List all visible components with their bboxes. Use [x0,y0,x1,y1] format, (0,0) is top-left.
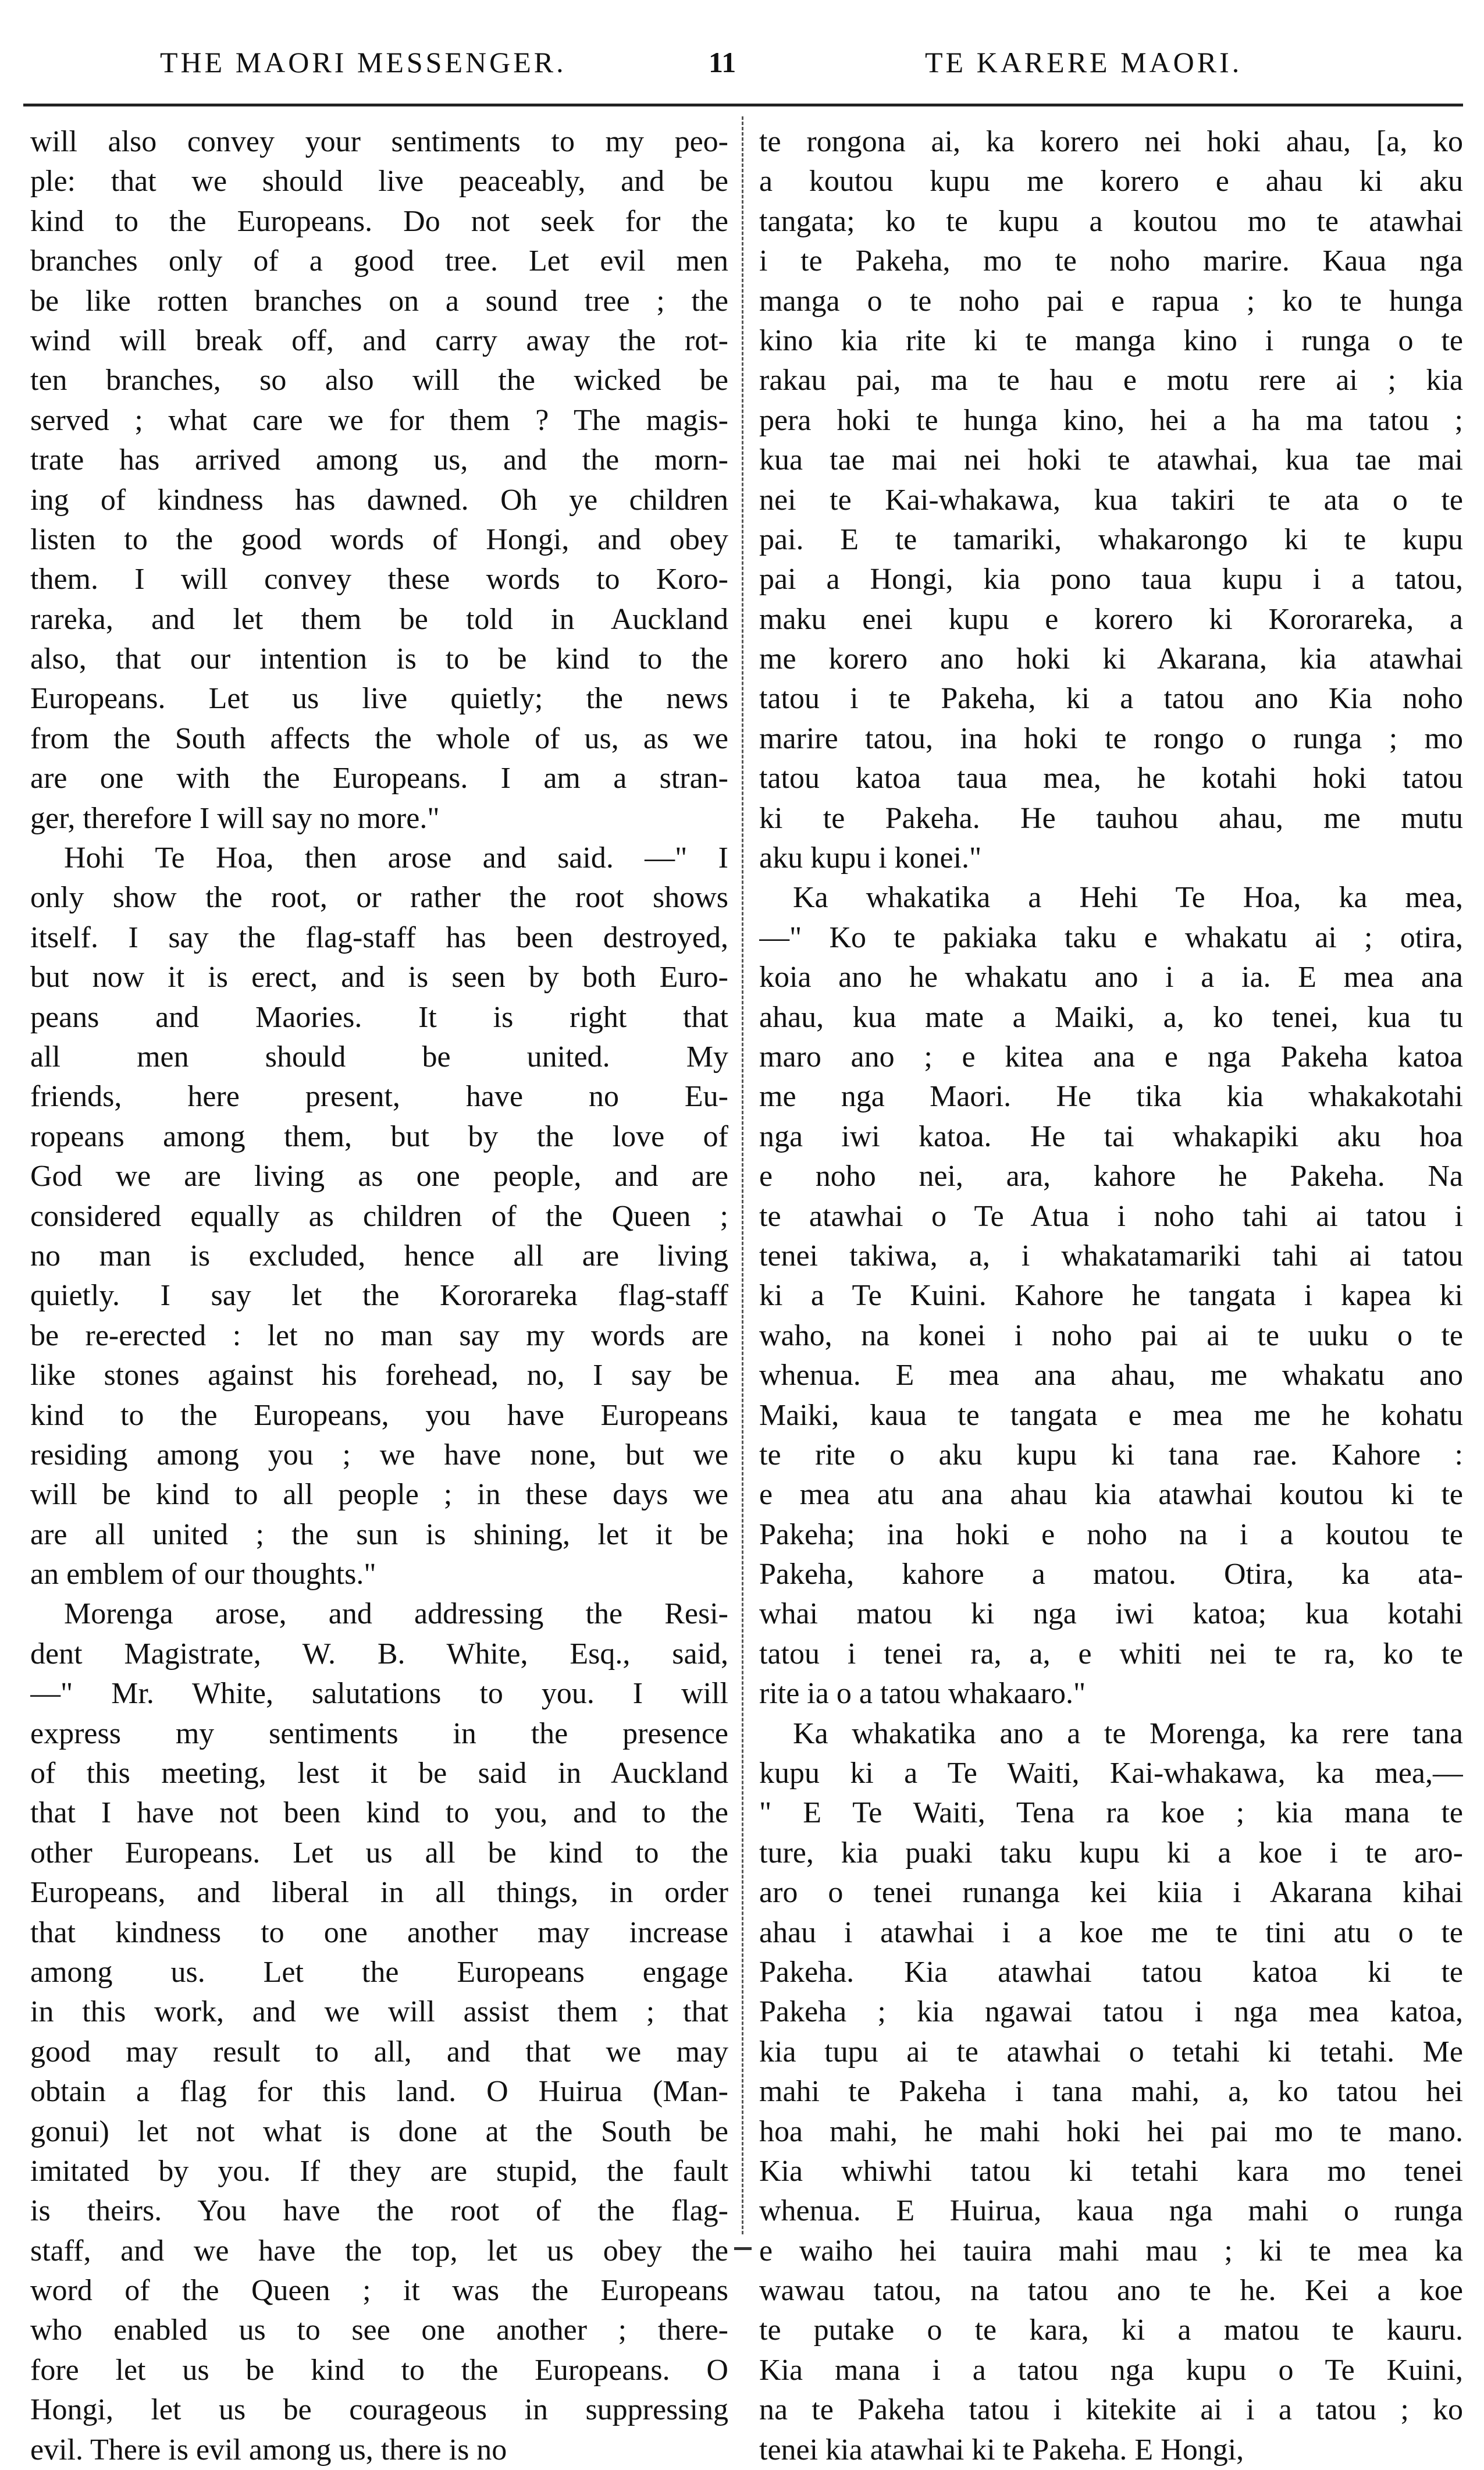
maori-line: rakau pai, ma te hau e motu rere ai ; kia [759,364,1463,397]
maori-line: ki a Te Kuini. Kahore he tangata i kapea ki [759,1279,1463,1313]
english-line: itself. I say the flag-staff has been destroyed, [30,921,728,954]
maori-line: hoa mahi, he mahi hoki hei pai mo te mano. [759,2114,1463,2148]
english-line: Morenga arose, and addressing the Resi- [64,1597,728,1631]
english-line: will be kind to all people ; in these days we [30,1478,728,1512]
maori-line: ahau i atawhai i a koe me te tini atu o te [759,1915,1463,1949]
english-line: Europeans. Let us live quietly; the news [30,682,728,716]
english-line: express my sentiments in the presence [30,1716,728,1750]
maori-line: Pakeha, kahore a matou. Otira, ka ata- [759,1558,1463,1591]
maori-line: kia tupu ai te atawhai o tetahi ki tetahi. Me [759,2035,1463,2069]
maori-line: Pakeha. Kia atawhai tatou katoa ki te [759,1955,1463,1989]
maori-line: ahau, kua mate a Maiki, a, ko tenei, kua tu [759,1000,1463,1034]
english-line: will also convey your sentiments to my peo- [30,125,728,158]
running-title-maori: TE KARERE MAORI. [925,46,1243,79]
maori-line: me nga Maori. He tika kia whakakotahi [759,1080,1463,1114]
english-line: imitated by you. If they are stupid, the fault [30,2154,728,2188]
english-line: in this work, and we will assist them ; that [30,1995,728,2029]
maori-line: e mea atu ana ahau kia atawhai koutou ki te [759,1478,1463,1512]
header-rule [23,104,1463,106]
english-line: from the South affects the whole of us, as we [30,722,728,755]
maori-line: e noho nei, ara, kahore he Pakeha. Na [759,1160,1463,1193]
maori-line: e waiho hei tauira mahi mau ; ki te mea ka [759,2234,1463,2268]
english-line: kind to the Europeans, you have Europeans [30,1398,728,1432]
maori-line: " E Te Waiti, Tena ra koe ; kia mana te [759,1796,1463,1830]
english-line: listen to the good words of Hongi, and obey [30,523,728,556]
maori-line: tenei kia atawhai ki te Pakeha. E Hongi, [759,2433,1244,2467]
maori-line: pera hoki te hunga kino, hei a ha ma tatou ; [759,403,1463,437]
english-line: is theirs. You have the root of the flag- [30,2194,728,2228]
english-line: ten branches, so also will the wicked be [30,364,728,397]
english-line: that I have not been kind to you, and to the [30,1796,728,1830]
maori-line: kino kia rite ki te manga kino i runga o te [759,324,1463,357]
english-line: trate has arrived among us, and the morn- [30,443,728,477]
maori-line: Pakeha; ina hoki e noho na i a koutou te [759,1517,1463,1551]
english-line: them. I will convey these words to Koro- [30,563,728,596]
english-line: ple: that we should live peaceably, and be [30,165,728,198]
english-line: that kindness to one another may increase [30,1915,728,1949]
english-line: served ; what care we for them ? The magis- [30,403,728,437]
english-line: are all united ; the sun is shining, let it be [30,1517,728,1551]
maori-line: me korero ano hoki ki Akarana, kia atawhai [759,642,1463,676]
english-line: residing among you ; we have none, but we [30,1438,728,1472]
english-line: evil. There is evil among us, there is no [30,2433,507,2467]
maori-column [759,122,1463,2470]
maori-line: maku enei kupu e korero ki Kororareka, a [759,602,1463,636]
maori-line: i te Pakeha, mo te noho marire. Kaua nga [759,244,1463,278]
maori-line: pai a Hongi, kia pono taua kupu i a tatou, [759,563,1463,596]
english-line: who enabled us to see one another ; there- [30,2313,728,2347]
english-line: but now it is erect, and is seen by both Euro- [30,961,728,994]
maori-line: wawau tatou, na tatou ano te he. Kei a koe [759,2274,1463,2308]
english-line: friends, here present, have no Eu- [30,1080,728,1114]
english-line: peans and Maories. It is right that [30,1000,728,1034]
english-line: ing of kindness has dawned. Oh ye children [30,483,728,517]
maori-line: te putake o te kara, ki a matou te kauru. [759,2313,1463,2347]
english-line: fore let us be kind to the Europeans. O [30,2353,728,2387]
english-line: also, that our intention is to be kind to the [30,642,728,676]
maori-line: manga o te noho pai e rapua ; ko te hunga [759,284,1463,318]
maori-line: te atawhai o Te Atua i noho tahi ai tatou i [759,1199,1463,1233]
maori-line: Ka whakatika a Hehi Te Hoa, ka mea, [793,881,1463,915]
maori-line: pai. E te tamariki, whakarongo ki te kupu [759,523,1463,556]
english-line: Hohi Te Hoa, then arose and said. —" I [64,841,728,875]
maori-line: tatou i tenei ra, a, e whiti nei te ra, ko te [759,1637,1463,1671]
english-line: are one with the Europeans. I am a stran- [30,762,728,795]
english-line: all men should be united. My [30,1040,728,1074]
maori-line: maro ano ; e kitea ana e nga Pakeha katoa [759,1040,1463,1074]
maori-line: Ka whakatika ano a te Morenga, ka rere tana [793,1716,1463,1750]
maori-line: aku kupu i konei." [759,841,982,875]
maori-line: whenua. E mea ana ahau, me whakatu ano [759,1359,1463,1392]
maori-line: tatou i te Pakeha, ki a tatou ano Kia noho [759,682,1463,716]
maori-line: aro o tenei runanga kei kiia i Akarana kihai [759,1876,1463,1910]
maori-line: te rite o aku kupu ki tana rae. Kahore : [759,1438,1463,1472]
maori-line: mahi te Pakeha i tana mahi, a, ko tatou hei [759,2075,1463,2109]
english-line: quietly. I say let the Kororareka flag-staff [30,1279,728,1313]
english-line: kind to the Europeans. Do not seek for the [30,204,728,238]
page-header [0,45,1484,98]
english-line: of this meeting, lest it be said in Auckland [30,1757,728,1790]
maori-line: whenua. E Huirua, kaua nga mahi o runga [759,2194,1463,2228]
maori-line: rite ia o a tatou whakaaro." [759,1677,1086,1711]
english-line: be re-erected : let no man say my words are [30,1318,728,1352]
maori-line: nga iwi katoa. He tai whakapiki aku hoa [759,1120,1463,1153]
english-line: ropeans among them, but by the love of [30,1120,728,1153]
maori-line: tangata; ko te kupu a koutou mo te atawhai [759,204,1463,238]
english-line: —" Mr. White, salutations to you. I will [30,1677,728,1711]
maori-line: nei te Kai-whakawa, kua takiri te ata o te [759,483,1463,517]
maori-line: Pakeha ; kia ngawai tatou i nga mea katoa, [759,1995,1463,2029]
english-line: be like rotten branches on a sound tree ; the [30,284,728,318]
english-column [30,122,728,2470]
maori-line: na te Pakeha tatou i kitekite ai i a tatou ; ko [759,2393,1463,2427]
english-line: rareka, and let them be told in Auckland [30,602,728,636]
english-line: gonui) let not what is done at the South be [30,2114,728,2148]
maori-line: whai matou ki nga iwi katoa; kua kotahi [759,1597,1463,1631]
maori-line: —" Ko te pakiaka taku e whakatu ai ; otira, [759,921,1463,954]
maori-line: marire tatou, ina hoki te rongo o runga ; mo [759,722,1463,755]
running-title-english: THE MAORI MESSENGER. [160,46,567,79]
maori-line: tenei takiwa, a, i whakatamariki tahi ai tatou [759,1239,1463,1273]
english-line: an emblem of our thoughts." [30,1558,376,1591]
english-line: word of the Queen ; it was the Europeans [30,2274,728,2308]
english-line: like stones against his forehead, no, I say be [30,1359,728,1392]
english-line: among us. Let the Europeans engage [30,1955,728,1989]
maori-line: Maiki, kaua te tangata e mea me he kohatu [759,1398,1463,1432]
english-line: God we are living as one people, and are [30,1160,728,1193]
maori-line: te rongona ai, ka korero nei hoki ahau, [a, ko [759,125,1463,158]
maori-line: Kia whiwhi tatou ki tetahi kara mo tenei [759,2154,1463,2188]
maori-line: ture, kia puaki taku kupu ki a koe i te aro- [759,1836,1463,1870]
maori-line: kupu ki a Te Waiti, Kai-whakawa, ka mea,— [759,1757,1463,1790]
maori-line: Kia mana i a tatou nga kupu o Te Kuini, [759,2353,1463,2387]
maori-line: a koutou kupu me korero e ahau ki aku [759,165,1463,198]
english-line: wind will break off, and carry away the rot- [30,324,728,357]
english-line: good may result to all, and that we may [30,2035,728,2069]
english-line: ger, therefore I will say no more." [30,801,440,835]
english-line: other Europeans. Let us all be kind to the [30,1836,728,1870]
english-line: dent Magistrate, W. B. White, Esq., said, [30,1637,728,1671]
english-line: no man is excluded, hence all are living [30,1239,728,1273]
maori-line: waho, na konei i noho pai ai te uuku o te [759,1318,1463,1352]
footer-mark [734,2247,752,2250]
maori-line: tatou katoa taua mea, he kotahi hoki tatou [759,762,1463,795]
english-line: obtain a flag for this land. O Huirua (Man- [30,2075,728,2109]
english-line: only show the root, or rather the root shows [30,881,728,915]
maori-line: kua tae mai nei hoki te atawhai, kua tae mai [759,443,1463,477]
english-line: branches only of a good tree. Let evil men [30,244,728,278]
page-number: 11 [709,46,736,79]
maori-line: koia ano he whakatu ano i a ia. E mea ana [759,961,1463,994]
english-line: Europeans, and liberal in all things, in order [30,1876,728,1910]
maori-line: ki te Pakeha. He tauhou ahau, me mutu [759,801,1463,835]
english-line: considered equally as children of the Queen ; [30,1199,728,1233]
english-line: staff, and we have the top, let us obey the [30,2234,728,2268]
column-divider [742,116,743,2234]
english-line: Hongi, let us be courageous in suppressing [30,2393,728,2427]
